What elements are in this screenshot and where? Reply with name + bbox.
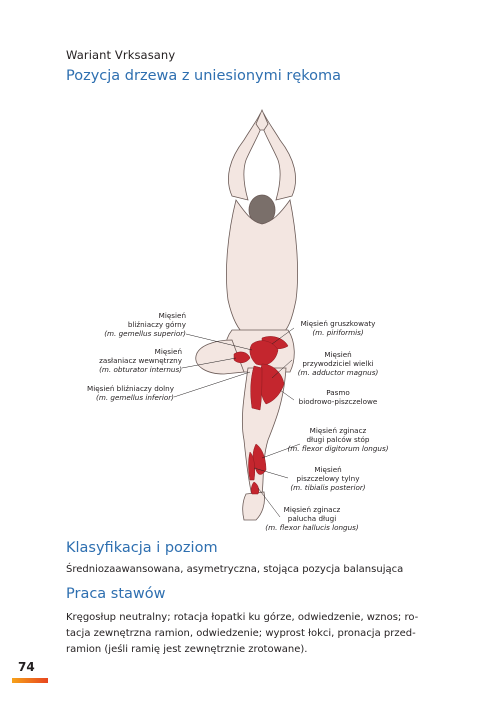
classification-text: Średniozaawansowana, asymetryczna, stojąca pozycja balansująca <box>66 564 404 575</box>
label-tibialis-posterior: Mięsień piszczelowy tylny (m. tibialis posterior) <box>290 465 366 492</box>
hands <box>256 110 268 130</box>
label-piriformis: Mięsień gruszkowaty (m. piriformis) <box>300 319 376 337</box>
joints-line: Kręgosłup neutralny; rotacja łopatki ku górze, odwiedzenie, wznos; ro- <box>66 612 419 623</box>
joints-text <box>66 610 428 658</box>
anatomy-illustration <box>0 100 493 540</box>
joints-heading: Praca stawów <box>66 586 166 602</box>
pose-subtitle: Pozycja drzewa z uniesionymi rękoma <box>66 68 342 84</box>
label-obturator-internus: Mięsień zasłaniacz wewnętrzny (m. obturator internus) <box>99 347 182 374</box>
label-flexor-hallucis-longus: Mięsień zginacz palucha długi (m. flexor hallucis longus) <box>265 505 359 532</box>
muscle-hamstring <box>251 366 262 410</box>
joints-line: tacja zewnętrzna ramion, odwiedzenie; wyprost łokci, pronacja przed- <box>66 628 416 639</box>
label-iliotibial-band: Pasmo biodrowo-piszczelowe <box>298 388 378 406</box>
label-adductor-magnus: Mięsień przywodziciel wielki (m. adductor magnus) <box>297 350 379 377</box>
joints-line: ramion (jeśli ramię jest zewnętrznie zrotowane). <box>66 644 308 655</box>
label-flexor-digitorum-longus: Mięsień zginacz długi palców stóp (m. flexor digitorum longus) <box>287 426 389 453</box>
classification-heading: Klasyfikacja i poziom <box>66 540 218 556</box>
page-number: 74 <box>18 660 35 674</box>
page-number-bar <box>12 678 48 683</box>
variant-title: Wariant Vrksasany <box>66 48 176 62</box>
label-gemellus-superior: Mięsień bliźniaczy górny (m. gemellus superior) <box>104 311 186 338</box>
label-gemellus-inferior: Mięsień bliźniaczy dolny (m. gemellus inferior) <box>87 384 174 402</box>
